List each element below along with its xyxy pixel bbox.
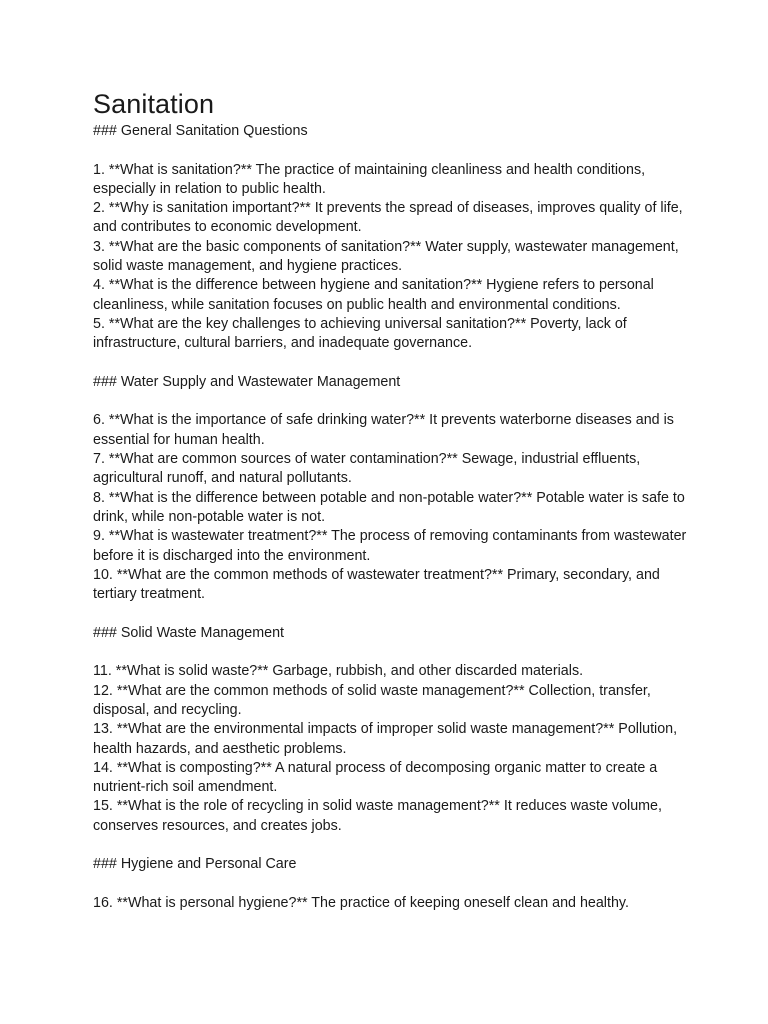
section-solid-waste — [93, 624, 693, 856]
list-item: 11. **What is solid waste?** Garbage, rubbish, and other discarded materials. — [93, 663, 584, 680]
list-item: 9. **What is wastewater treatment?** The process of removing contaminants from wastewater before it is discharged into the environment. — [93, 528, 687, 564]
list-item: 15. **What is the role of recycling in solid waste management?** It reduces waste volume, conserves resources, and creates jobs. — [93, 798, 662, 834]
spacer — [93, 354, 693, 373]
list-item: 12. **What are the common methods of solid waste management?** Collection, transfer, disposal, and recycling. — [93, 682, 651, 718]
list-item: 6. **What is the importance of safe drinking water?** It prevents waterborne diseases and is essential for human health. — [93, 412, 674, 448]
section-general-sanitation — [93, 122, 693, 373]
section-heading: ### Hygiene and Personal Care — [93, 856, 297, 873]
spacer — [93, 643, 693, 662]
document-title: Sanitation — [93, 89, 215, 119]
section-heading: ### Solid Waste Management — [93, 624, 284, 641]
document-page — [93, 86, 693, 913]
list-item: 1. **What is sanitation?** The practice of maintaining cleanliness and health conditions, especially in relation to public health. — [93, 161, 646, 197]
section-water-supply — [93, 373, 693, 624]
list-item: 10. **What are the common methods of wastewater treatment?** Primary, secondary, and tertiary treatment. — [93, 566, 660, 603]
spacer — [93, 836, 693, 855]
list-item: 14. **What is composting?** A natural process of decomposing organic matter to create a nutrient-rich soil amendment. — [93, 759, 658, 796]
list-item: 5. **What are the key challenges to achieving universal sanitation?** Poverty, lack of infrastructure, cultural barriers, and inadequate governance. — [93, 315, 627, 352]
section-heading: ### Water Supply and Wastewater Management — [93, 373, 401, 390]
list-item: 3. **What are the basic components of sanitation?** Water supply, wastewater management, solid waste management, and hygiene practices. — [93, 238, 679, 275]
spacer — [93, 392, 693, 411]
list-item: 13. **What are the environmental impacts of improper solid waste management?** Pollution, health hazards, and aesthetic problems. — [93, 721, 678, 757]
list-item: 2. **Why is sanitation important?** It prevents the spread of diseases, improves quality of life, and contributes to economic development. — [93, 200, 683, 236]
section-hygiene — [93, 855, 693, 913]
spacer — [93, 141, 693, 160]
list-item: 16. **What is personal hygiene?** The practice of keeping oneself clean and healthy. — [93, 894, 629, 911]
list-item: 7. **What are common sources of water contamination?** Sewage, industrial effluents, agricultural runoff, and natural pollutants. — [93, 451, 641, 487]
spacer — [93, 875, 693, 894]
list-item: 8. **What is the difference between potable and non-potable water?** Potable water is safe to drink, while non-potable water is not. — [93, 489, 685, 525]
spacer — [93, 604, 693, 623]
section-heading: ### General Sanitation Questions — [93, 123, 308, 139]
list-item: 4. **What is the difference between hygiene and sanitation?** Hygiene refers to personal cleanliness, while sanitation focuses on public health and environmental conditions. — [93, 277, 654, 313]
